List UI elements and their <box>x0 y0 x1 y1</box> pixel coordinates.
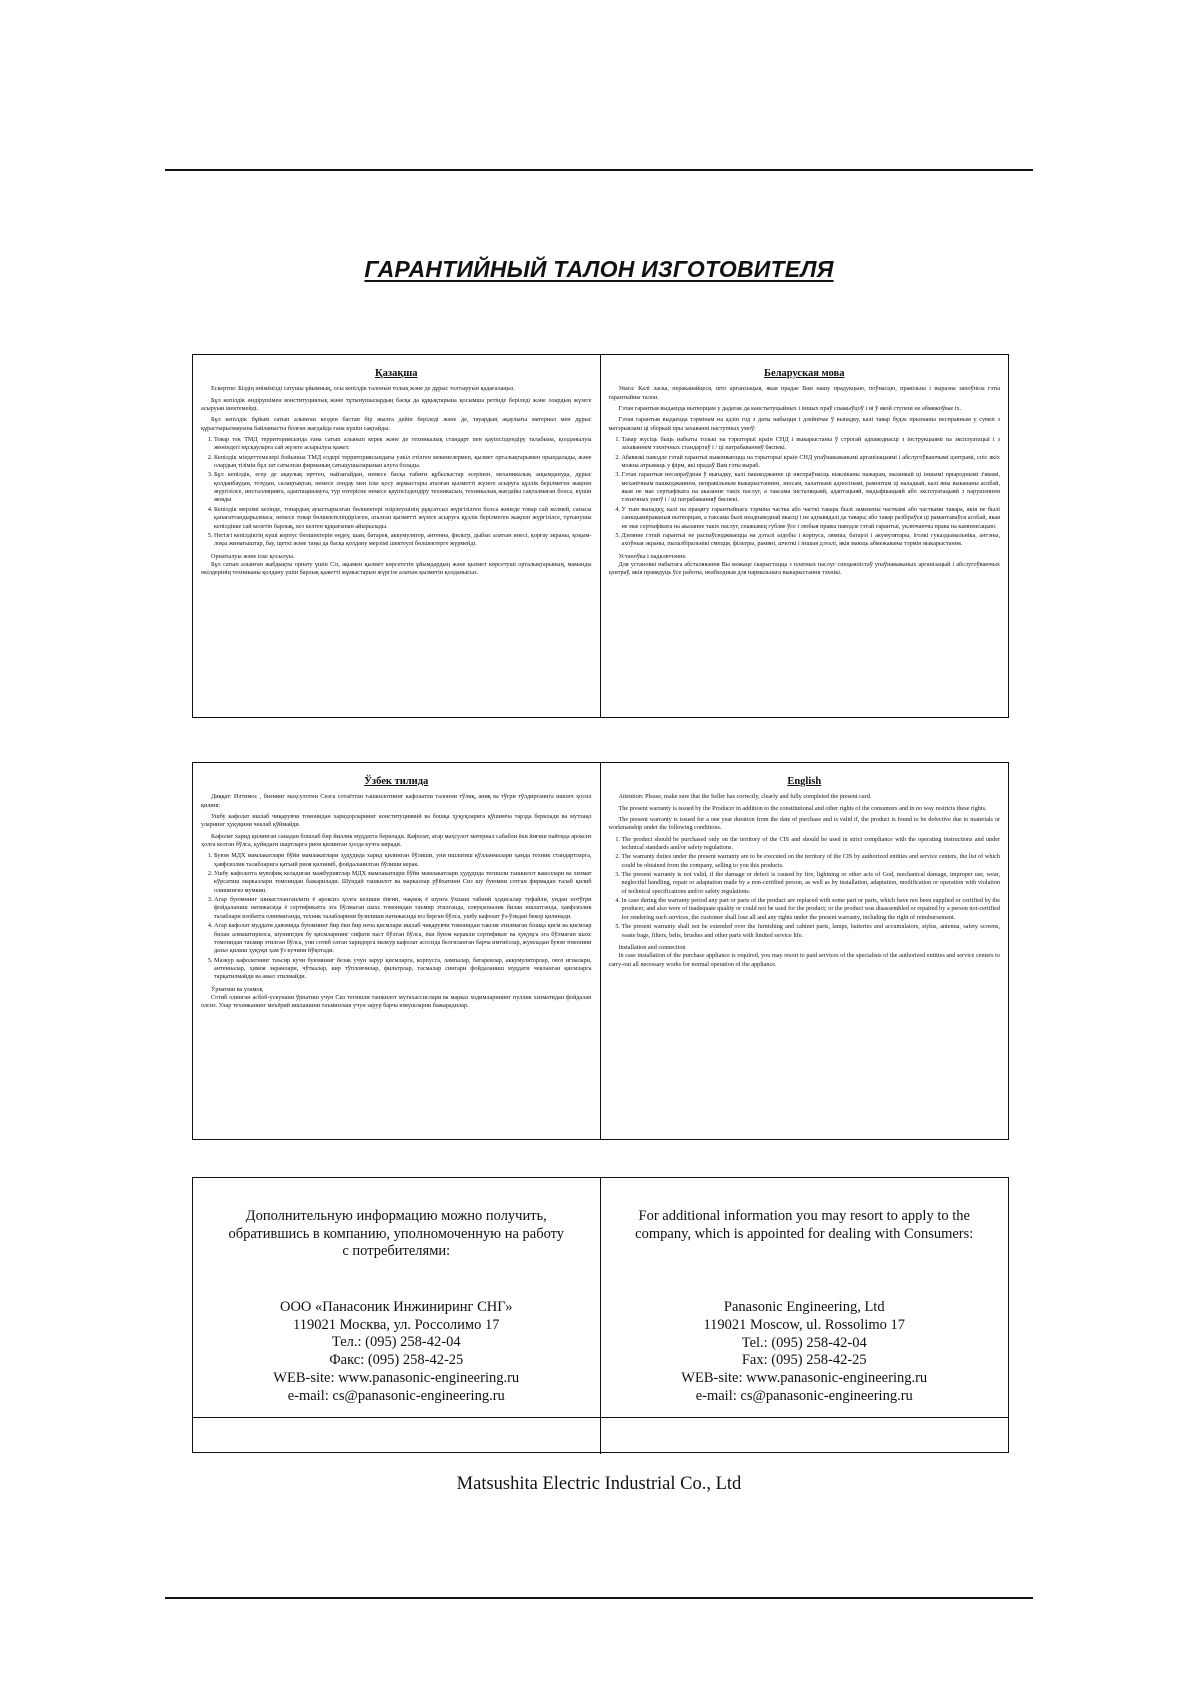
contact-box <box>192 1177 1009 1453</box>
install-text: Бұл сатып алынған жабдықты орнату үшін Сіз, ақымен қызмет көрсететін ұйымдардың және қызмет көрсетуші орталықтарының, маманды өкілдерінің техниканы қолдану үшін барлық қажетті жұмыстарын жүргізе алатын қызметін қолданысыз. <box>201 561 592 577</box>
paragraph: The present warranty is issued for a one year duration from the date of purchase and is valid if, the product is found to be defective due to materials or workmanship under the following conditions. <box>608 815 1000 832</box>
install-text: Для установкі набытага абсталявання Вы можаце скарыстацца з платных паслуг спецыялістаў упаўнаважаных арганізацый і абслугоўваючых цэнтраў, якія правядуць ўсе работы, неабходныя для нармальнага выкарыстання тэхнікі. <box>608 561 1000 577</box>
install-heading: Installation and connection <box>618 943 686 951</box>
install-text: Сотиб олинган асбоб-ускунани ўрнатиш учун Сиз тегишли ташкилот мутахассислари ва марказ ходимларининг пуллик хизматидан фойдалан олсиз. Улар техниканинг меъёрий ишлашини таъминлаш учун зарур барча юмушларни бажарадилар. <box>201 994 592 1010</box>
fax: Факс: (095) 258-42-25 <box>329 1352 464 1369</box>
blank-row <box>193 1417 1008 1454</box>
company-name: Panasonic Engineering, Ltd <box>723 1299 885 1316</box>
contact-address-block <box>193 1299 600 1405</box>
list-item: 2. The warranty duties under the present warranty are to be executed on the territory of the CIS by authorized entities and service centers, the list of which could be obtained from the company, selling to you this products. <box>622 853 1001 870</box>
list-item: 3. Бұл кепілдік, егер де ақаулық өрттен, найзағайдан, немесе басқа табиғи құбылыстар әсерінен, механикалық зақымдануда, дұрыс қолданбаудан, тозудан, салақтықтан, немесе зондау мен іске қосу жұмыстары аталған қызметті жүзеге асыруға құзлік берілмеген жақпен жүргізілсе, инсталляцияға, адаптациялауға, тур өзгерісне немесе қауіпсіздендіру техникасын, техникалық жағдайы сақталмаған болса, күшін жояды <box>214 471 592 504</box>
company-name: ООО «Панасоник Инжиниринг СНГ» <box>279 1299 513 1316</box>
section-uzbek <box>193 763 601 1139</box>
contact-address-block <box>601 1299 1009 1405</box>
list-item: 4. Кепілдік мерзімі кезінде, тонардың ауыстырылған бөлшектері өзірлеушінің рұқсатсыз жүргізілген болса жөнеде товар сай келмей, сапасы қанағаттандырылмаса; немесе товар бөлшектеліпдірілген, аталған қызметті жүзеге асыруға құзлік берілмеген жақпен жүргізілсе, тұтынушы кепілдікке сай келетін барлық, кез келген құқығынан айырылады. <box>214 506 592 531</box>
contact-header-line: company, which is appointed for dealing with Consumers: <box>635 1225 974 1242</box>
page-title: ГАРАНТИЙНЫЙ ТАЛОН ИЗГОТОВИТЕЛЯ <box>364 256 834 282</box>
list-item: 1. Буюм МДХ мамлакатлари бўйи мамлакатлари ҳудудида харид қилинган бўлиши, уни ишлатиш қўлланмалари ҳамда техник стандартларга, ҳавфсизлик талабларига қатъий риоя қилиниб, фойдаланилган бўлиши керак. <box>214 852 592 869</box>
install-heading: Устаноўка і падключэнне. <box>618 552 687 560</box>
email: e-mail: cs@panasonic-engineering.ru <box>287 1387 505 1404</box>
list-item: 4. У тым выпадку, калі на працягу гарантыйнага тэрміна частка або часткі тавара былі заменены часткамі або частками тавара, якія не былі санкцыяніраваныя вытворцам, а таксама былі неадпаведнай якасці і не адпавядалі да тавара; або тавар разбіраўся ці рамантаваўся асобай, якая не мае сертыфіката на аказанне такіх паслуг, спажывец губляе ўсе і любыя правы паводле гэтай гарантыі, уключаючы права на кампенсацыю. <box>622 506 1001 531</box>
address: 119021 Москва, ул. Россолимо 17 <box>293 1316 500 1333</box>
paragraph: Бұл кепілдік өндірушімен конституциялық және тұтынушылардың басқа да құқықтарына қосымша ретінде беріледі және олардың жүзеге асыруын шектемейді. <box>201 396 592 412</box>
website: WEB-site: www.panasonic-engineering.ru <box>273 1369 520 1386</box>
section-heading: English <box>787 776 822 787</box>
warranty-box-uzbek-english <box>192 762 1009 1140</box>
paragraph: Ушбу кафолат ишлаб чиқарувчи томонидан харидорларнинг конституциявий ва бошқа ҳуқуқларига қўшимча тарзда берилади ва мутлақо уларнинг ҳуқуқини чеклаб қўймайди. <box>201 812 592 829</box>
warranty-box-kazakh-belarusian <box>192 354 1009 718</box>
contact-english <box>601 1178 1009 1417</box>
section-kazakh <box>193 355 601 717</box>
contact-russian <box>193 1178 601 1417</box>
list-item: 1. Товар тек ТМД территориясында ғана сатып алынып керек және де техникалық стандарт пен қауіпсіздендіру талабына, қолданылуы жөніндегі нұсқауларға сай жүзеге асырылуы қажет. <box>214 436 592 453</box>
phone: Tel.: (095) 258-42-04 <box>741 1334 867 1351</box>
section-english <box>601 763 1009 1139</box>
list-item: 5. Мазкур кафолатнинг таъсир кучи буюмнинг безак учун зарур қисмларга, корпусга, лампалар, батареялар, аккумуляторлар, овоз игналари, антенналар, ҳимоя экранлари, чўткалар, кир тўпловчилар, фильтрлар, тасмалар сингари фойдаланиш муддати чекланган қисмларга тарқатилмайди ва амал этилмайди. <box>214 957 592 982</box>
list-item: 5. The present warranty shall not be extended over the furnishing and cabinet parts, lamps, batteries and accumulators, stylus, antenna, safety screens, waste bags, filters, belts, brushes and other parts with limited service life. <box>622 923 1001 940</box>
contact-header-line: с потребителями: <box>342 1243 451 1260</box>
install-heading: Ўрнатиш ва уламоқ <box>211 985 263 993</box>
paragraph: Бұл кепілдік бұйым сатып алынған кезден бастап бір жылға дейін беріледі және де, тауардың ақаулығы материал мен дұрыс құрастырылмауына байланысты болған жағдайда ғана күшін сақтайды. <box>201 416 592 432</box>
blank-cell-right <box>601 1418 1008 1454</box>
section-belarusian <box>601 355 1009 717</box>
contact-header-line: Дополнительную информацию можно получить, <box>245 1208 547 1224</box>
install-text: In case installation of the purchase appliance is required, you may resort to paid services of the specialists of the authorized entities and service centers to carry-out all necessary works for normal operation of the appliance. <box>608 952 1000 968</box>
spacer <box>601 1243 1009 1261</box>
paragraph: The present warranty is issued by the Producer in addition to the constitutional and other rights of the consumers and in no way restricts these rights. <box>618 804 987 812</box>
paragraph: Гэтая гарантыя выдаецца тэрмінам на адзін год з даты набыцця і дзейнічае ў выпадку, калі тавар будзе прызнаны несправным у сувязі з матэрыяламі ці зборкай пры захаванні наступных умоў: <box>608 416 1000 432</box>
paragraph: Кафолат харид қилинган санадан бошлаб бир йиллик муддатга берилади. Кафолат, агар маҳсулот материал сабабли ёки йиғиш пайтида ароксиз ҳолга келган бўлса, қуйидаги шартларга риоя қилинган ҳолда кучга киради. <box>201 832 592 848</box>
list-item: 3. Гэтая гарантыя несапраўдная ў выпадку, калі пашкоджанне ці няспраўнасць выкліканы пажарам, маланкай ці іншымі прыроднымі з'явамі, механічным пашкоджаннем, неправільным выкарыстаннем, зносам, халатнымі адносінамі, рамонтам ці наладкай, калі яны выкананы асобай, якая не мае сертыфіката на аказанне такіх паслуг, а таксама інсталяцыяй, адаптацыяй, мадыфікацыяй або эксплуатацыяй з парушэннем тэхнічных умоў і / ці патрабаванняў бяспекі. <box>622 471 1001 504</box>
list-item: 5. Дзеянне гэтай гарантыі не распаўсюджваецца на дэталі аздобы і корпуса, лямпы, батарэі і акумулятары, іголкі гуказдымальніка, антэны, ахоўныя экраны, пылазбіральнікі смецця, фільтры, рамяні, шчоткі і іншыя дэталі, якія маюць абмежаваны тэрмін выкарыстання. <box>622 532 1001 549</box>
paragraph: Диққат: Илтимос , бизнинг маҳсулотни Сизга сотаётган ташкилотнинг кафолатли талонни тўлиқ, аниқ ва тўғри тўлдирганига ишонч ҳосил қилинг. <box>201 793 592 809</box>
list-item: 1. The product should be purchased only on the territory of the CIS and should be used in strict compliance with the operating instructions and under technical standards and/or safety regulations. <box>622 836 1001 853</box>
section-heading: Ўзбек тилида <box>364 776 429 787</box>
conditions-list <box>609 836 1001 940</box>
list-item: 2. Кепілдік міндеттемелері бойынша ТМД елдері территориясындағы уәкіл етілген мекемелермен, қызмет орталықтарымен орындалады, және олардың тізімін бұл зат сатылған фирманың сатыцушыларынан алуға болады. <box>214 454 592 471</box>
phone: Тел.: (095) 258-42-04 <box>331 1334 461 1351</box>
conditions-list <box>609 436 1001 549</box>
bottom-divider <box>165 1597 1033 1599</box>
paragraph: Ескертпе: Біздің өнімімізді сатушы ұйымның, осы кепілдік талонын толық және де дұрыс толтыруын қадағалаңыз. <box>211 385 515 393</box>
paragraph: Attention: Please, make sure that the Seller has correctly, clearly and fully completed the present card. <box>618 793 872 801</box>
paragraph: Увага: Калі ласка, пераканайцеся, што арганізацыя, якая прадае Вам нашу прадукцыю, поўнасцю, правільна і выразна запоўніла гэты гарантыйны талон. <box>608 385 1000 401</box>
fax: Fax: (095) 258-42-25 <box>741 1352 867 1369</box>
list-item: 2. Ушбу кафолатга мувофиқ келадиган мажбуриятлар МДХ мамлакатлари бўйи мамлакатлари ҳудудида тегишли ташкилот ваколлари ва хизмат кўрсатиш марказлари томонидан бажарилади. Шундай ташкилот ва марказлар рўйхатини Сиз шу буюмни сотган фирмадан талаб қилиб олишингиз мумкин. <box>214 870 592 895</box>
list-item: 2. Абавязкі паводле гэтай гарантыі выконваюцца на тэрыторыі краін СНД упаўнаважанымі арганізацыямі і абслугоўваючымі цэнтрамі, спіс якіх можна атрымаць у фірм, які прадаў Вам гэты выраб. <box>622 454 1001 471</box>
blank-cell-left <box>193 1418 601 1454</box>
list-item: 3. The present warranty is not valid, if the damage or defect is caused by fire, lightning or other acts of God, mechanical damage, improper use, wear, neglectful handling, repair or adaptation made by a non-certified person, as well as by installation, adaptation, modification or operation with violation of technical specifications and/or safety regulations. <box>622 871 1001 896</box>
section-heading: Беларуская мова <box>764 368 845 379</box>
footer-company: Matsushita Electric Industrial Co., Ltd <box>456 1474 742 1494</box>
contact-header-line: For additional information you may resort to apply to the <box>638 1208 970 1224</box>
top-divider <box>165 169 1033 171</box>
list-item: 1. Тавар жусіць быць набыты толькі на тэрыторыі краін СНД і выкарыстаны ў строгай адпаведнасці з інструкцыямі па эксплуатацыі і з захаваннем тэхнічных стандартаў і / ці патрабаванняў бяспекі. <box>622 436 1001 453</box>
address: 119021 Moscow, ul. Rossolimo 17 <box>703 1317 906 1334</box>
contact-header <box>601 1208 1009 1261</box>
conditions-list <box>201 852 592 981</box>
list-item: 3. Агар буюмнинг шикастланганлиги ё ароксиз ҳолга келиши ёнғин, чақмоқ ё шунга ўхшаш табиий ҳодисалар туфайли, уидан нотўғри фойдаланиш натижасида ё сертификатга эга бўлмаган шахс томонидан таъмир этилганда, совуқхоналик билан ишлатганда, ҳавфсизлик талаблари вэобатга олинмаганда, техник талабларини бузилиши натижасида юз берган бўлса, ушбу кафолат ўз-ўзидан бекор қилинади. <box>214 896 592 921</box>
list-item: 4. In case during the warranty period any part or parts of the product are replaced with some part or parts, which have not been supplied or certified by the producer, and also were of inadequate quality or could not be used for the product; or the product was disassembled or repaired by a person not-certified for rendering such services, the customer shall lose all and any rights under the present warranty, including the right of reimbursement. <box>622 897 1001 922</box>
email: e-mail: cs@panasonic-engineering.ru <box>695 1387 913 1404</box>
contact-header <box>193 1208 600 1261</box>
section-heading: Қазақша <box>375 368 418 379</box>
contact-header-line: обратившись в компанию, уполномоченную на работу <box>228 1225 565 1242</box>
install-heading: Орнатылуы және іске қосылуы. <box>211 552 295 560</box>
list-item: 4. Агар кафолат муддати давомида буюмнинг бир ёки бир неча қисмлари ишлаб чиқарувчи томонидан таксия этилмаган бошқа қисм ва қисмлар билан алмаштирилса, шунингдек бу қисмларнинг сифати паст бўлган бўлса, ёки буюм керакли сертификат ва ҳуқуқга эга бўлмаган шахс томонидан таъмир этилган бўлса, уни сотиб олган харидорга мазкур кафолат асосида белгиланган барча имтиёзлар, жумладан буюм товонини дазьо қилиш ҳуқуқи ҳам ўз кучини йўқотади. <box>214 922 592 955</box>
paragraph: Гэтая гарантыя выдаецца вытворцам у дадатак да канстытуцыйных і іншых праў спажыўцоў і ні ў якой ступені не абмяжоўвае іх. <box>618 404 962 412</box>
list-item: 5. Негізгі кепілдіктің күші корпус бөлшектерін өңдеу, шам, батарея, аккумулятор, антенна, фильтр, дыбыс алатын инесі, қорғау экраны, қоқым-лоқы жинағыштар, бау, щеткі және таңы да басқа қолдану мерзімі шектеулі бөлшектерге жүрмейді. <box>214 532 592 549</box>
conditions-list <box>201 436 592 549</box>
website: WEB-site: www.panasonic-engineering.ru <box>681 1370 928 1387</box>
